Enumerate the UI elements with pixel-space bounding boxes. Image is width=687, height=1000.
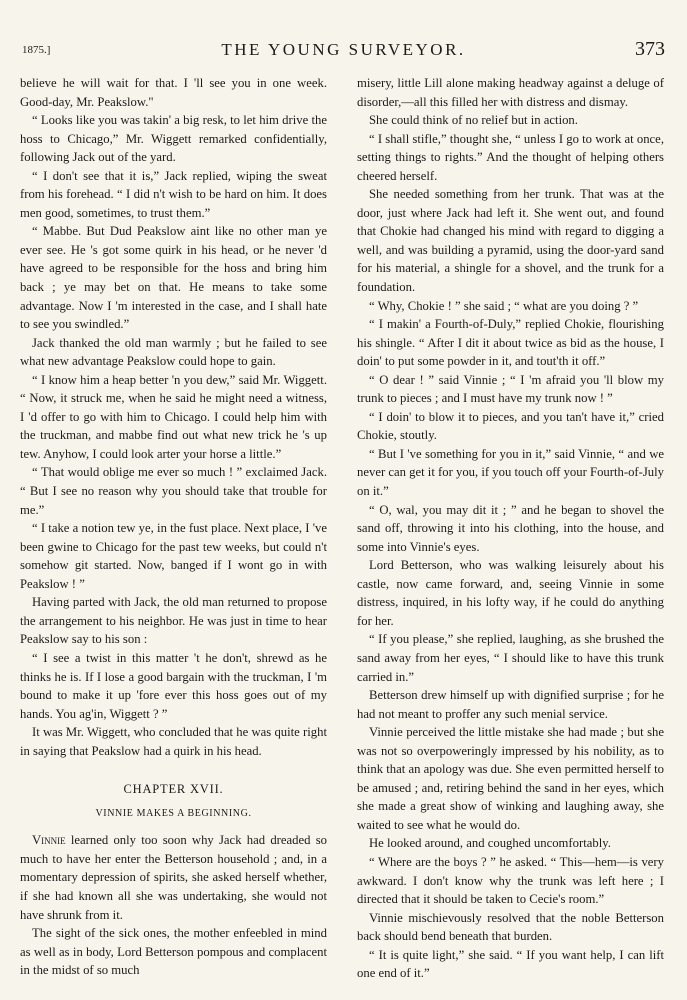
paragraph: Jack thanked the old man warmly ; but he failed to see what new advantage Peakslow could hope to gain. [20, 335, 327, 369]
paragraph: “ Where are the boys ? ” he asked. “ This—hem—is very awkward. I don't know why the trunk was left here ; I directed that it should be taken to Cecie's room.” [357, 854, 664, 907]
paragraph: Lord Betterson, who was walking leisurely about his castle, now came forward, and, seeing Vinnie in some distress, inquired, in his lofty way, if he could do anything for her. [357, 558, 664, 628]
header-year: 1875.] [22, 44, 51, 56]
paragraph: “ I know him a heap better 'n you dew,” said Mr. Wiggett. “ Now, it struck me, when he said he might need a witness, I 'd offer to go with him to Chicago. I could help him with the truckman, and mabbe find out what new trick he 's up tew. Anyhow, I could look arter your horse a little.” [20, 372, 327, 461]
paragraph: “ O, wal, you may dit it ; ” and he began to shovel the sand off, throwing it into his clothing, into the house, and some into Vinnie's eyes. [357, 502, 664, 554]
paragraph: “ O dear ! ” said Vinnie ; “ I 'm afraid you 'll blow my trunk to pieces ; and I must have my trunk now ! ” [357, 372, 664, 406]
opening-word: Vinnie [32, 833, 66, 848]
left-column [20, 74, 327, 980]
header-title: THE YOUNG SURVEYOR. [221, 40, 466, 59]
paragraph: Vinnie mischievously resolved that the noble Betterson back should bend beneath that burden. [357, 910, 664, 944]
paragraph: “ That would oblige me ever so much ! ” exclaimed Jack. “ But I see no reason why you should take that trouble for me.” [20, 465, 327, 517]
paragraph: “ Looks like you was takin' a big resk, to let him drive the hoss to Chicago,” Mr. Wiggett remarked confidentially, following Jack out of the yard. [20, 113, 327, 165]
paragraph: Betterson drew himself up with dignified surprise ; for he had not meant to proffer any such menial service. [357, 688, 664, 721]
paragraph: Vinnie perceived the little mistake she had made ; but she was not so overpoweringly impressed by his nobility, as to think that an apology was due. She even permitted herself to be amused ; and, retiring behind the sand in her eyes, which she made a great show of winking and laughing away, she waited to see what he would do. [357, 725, 664, 832]
paragraph: “ But I 've something for you in it,” said Vinnie, “ and we never can get it for you, if you touch off your Fourth-of-July on it.” [357, 446, 665, 499]
paragraph: She needed something from her trunk. That was at the door, just where Jack had left it. She went out, and found that Chokie had changed his mind with regard to digging a well, and was building a pyramid, using the door-yard sand for his material, a shingle for a shovel, and the trunk for a foundation. [357, 187, 664, 295]
paragraph: She could think of no relief but in action. [369, 113, 578, 128]
paragraph: Having parted with Jack, the old man returned to propose the arrangement to his neighbor. He was just in time to hear Peakslow say to his son : [20, 595, 327, 647]
paragraph: “ If you please,” she replied, laughing, as she brushed the sand away from her eyes, “ I should like to have this trunk carried in.” [357, 632, 664, 684]
chapter-title: CHAPTER XVII. [123, 782, 224, 797]
paragraph: “ I don't see that it is,” Jack replied, wiping the sweat from his forehead. “ I did n't wish to be hard on him. It does men good, sometimes, to trust them.” [20, 168, 327, 220]
page-number: 373 [635, 38, 665, 60]
paragraph: “ Mabbe. But Dud Peakslow aint like no other man ye ever see. He 's got some quirk in his head, or he never 'd have agreed to be responsible for the hoss and bring him back ; ye may bet on that. He means to take some advantage. Now I 'm interested in the case, and I shall hate to see you swindled.” [20, 224, 327, 332]
chapter-opening-paragraph [20, 831, 327, 924]
paragraph: “ I doin' to blow it to pieces, and you tan't have it,” cried Chokie, stoutly. [357, 409, 664, 443]
paragraph: “ I see a twist in this matter 't he don't, shrewd as he thinks he is. If I lose a good bargain with the truckman, I 'm bound to make it up 'fore ever this hoss goes out of my hands. You ag'in, Wiggett ? ” [20, 650, 327, 721]
paragraph: “ It is quite light,” she said. “ If you want help, I can lift one end of it.” [357, 947, 664, 981]
paragraph: believe he will wait for that. I 'll see you in one week. Good-day, Mr. Peakslow." [20, 76, 327, 109]
chapter-subtitle: VINNIE MAKES A BEGINNING. [95, 807, 252, 819]
paragraph: “ Why, Chokie ! ” she said ; “ what are you doing ? ” [369, 298, 639, 313]
paragraph: “ I take a notion tew ye, in the fust place. Next place, I 've been gwine to Chicago for the past tew weeks, but could n't somehow git started. Now, banged if I wont go in with Peakslow ! ” [20, 521, 327, 591]
opening-text: learned only too soon why Jack had dreaded so much to have her enter the Betterson household ; and, in a momentary depression of spirits, she asked herself whether, if she had known all she was undertaking, she would not have shrunk from it. [20, 833, 327, 922]
paragraph: “ I makin' a Fourth-of-Duly,” replied Chokie, flourishing his shingle. “ After I dit it about twice as bid as the house, I doin' to put some powder in it, and tout'th it off.” [357, 317, 664, 369]
paragraph: It was Mr. Wiggett, who concluded that he was quite right in saying that Peakslow had a quirk in his head. [20, 725, 327, 758]
paragraph: He looked around, and coughed uncomfortably. [369, 836, 611, 851]
paragraph: The sight of the sick ones, the mother enfeebled in mind as well as in body, Lord Betterson pompous and complacent in the midst of so much [20, 926, 327, 978]
running-header [0, 40, 687, 70]
right-column [357, 74, 664, 983]
paragraph: misery, little Lill alone making headway against a deluge of disorder,—all this filled her with distress and dismay. [357, 76, 664, 109]
paragraph: “ I shall stifle,” thought she, “ unless I go to work at once, setting things to rights.” And the thought of helping others cheered herself. [357, 131, 664, 183]
